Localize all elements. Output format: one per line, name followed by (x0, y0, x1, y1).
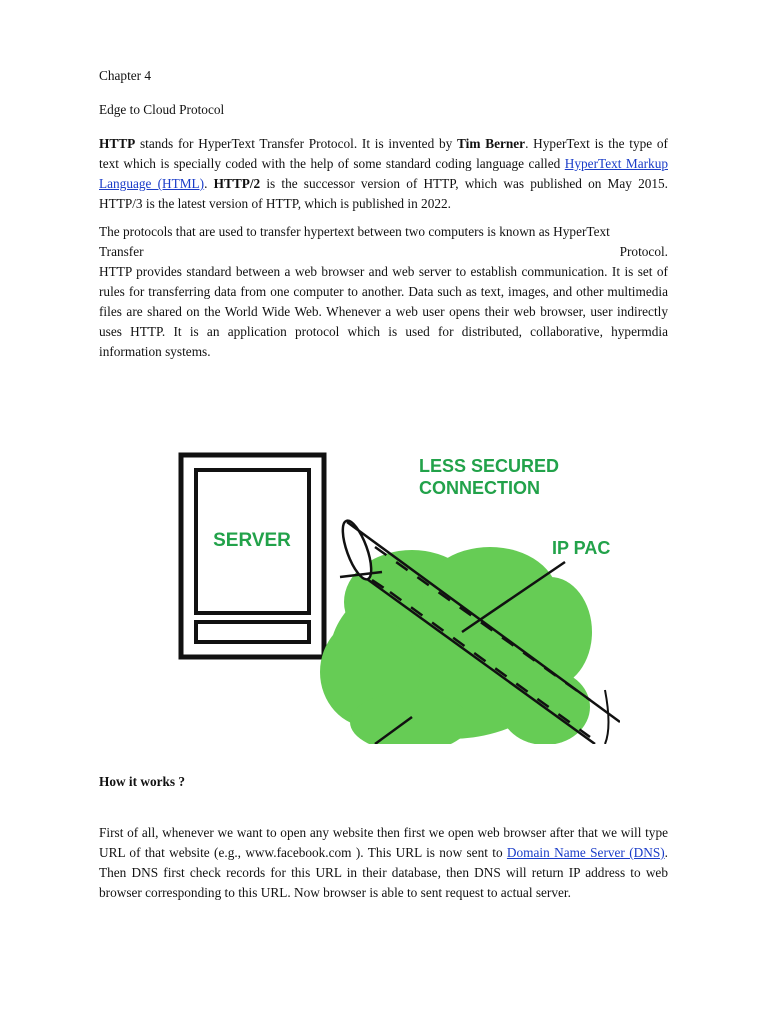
protocols-line-2 (99, 242, 668, 262)
para1-text-3: . (204, 176, 214, 191)
http-term: HTTP (99, 136, 136, 151)
less-secured-label-line1: LESS SECURED (419, 456, 560, 476)
how-it-works-heading: How it works ? (99, 774, 186, 789)
protocols-line-2-left: Transfer (99, 244, 144, 259)
para1-text-1: stands for HyperText Transfer Protocol. It is invented by (135, 136, 458, 151)
para1-text-4: is the successor version of HTTP, which was published on May 2015. HTTP/3 is the latest version of HTTP, which is published in 2022. (99, 176, 668, 211)
protocols-line-1 (99, 222, 668, 242)
chapter-heading: Chapter 4 (99, 68, 152, 83)
protocols-paragraph (99, 222, 668, 362)
less-secured-label-line2: CONNECTION (419, 478, 540, 498)
ip-packet-label: IP PAC (552, 538, 611, 558)
how-it-works-paragraph (99, 823, 668, 903)
http2-term: HTTP/2 (213, 176, 261, 191)
dns-link[interactable]: Domain Name Server (DNS) (506, 845, 665, 860)
server-label: SERVER (213, 530, 291, 551)
para3-text-2: . Then DNS first check records for this URL in their database, then DNS will return IP address to web browser corresponding to this URL. Now browser is able to sent request to actual server. (99, 845, 668, 900)
para3-text-1: First of all, whenever we want to open any website then first we open web browser after that we will type URL of that website (e.g., www.facebook.com ). This URL is now sent to (99, 825, 668, 860)
protocols-line-1-text: The protocols that are used to transfer hypertext between two computers is known as HyperText (99, 224, 610, 239)
document-body (99, 66, 668, 370)
protocols-rest: HTTP provides standard between a web browser and web server to establish communication. It is set of rules for transferring data from one computer to another. Data such as text, images, and other multimedia files are shared on the World Wide Web. Whenever a web user opens their web browser, user indirectly uses HTTP. It is an application protocol which is used for distributed, collaborative, hypermdia information systems. (99, 264, 668, 359)
http-diagram-svg (150, 432, 620, 744)
html-link[interactable]: HyperText Markup Language (HTML) (99, 156, 668, 191)
inventor-name: Tim Berner (457, 136, 526, 151)
server-drive-slot (196, 622, 309, 642)
para1-text-2: . HyperText is the type of text which is specially coded with the help of some standard coding language called (99, 136, 668, 171)
protocols-line-2-right: Protocol. (619, 244, 668, 259)
http-diagram (150, 432, 620, 744)
section-title: Edge to Cloud Protocol (99, 102, 225, 117)
http-intro-paragraph (99, 134, 668, 214)
